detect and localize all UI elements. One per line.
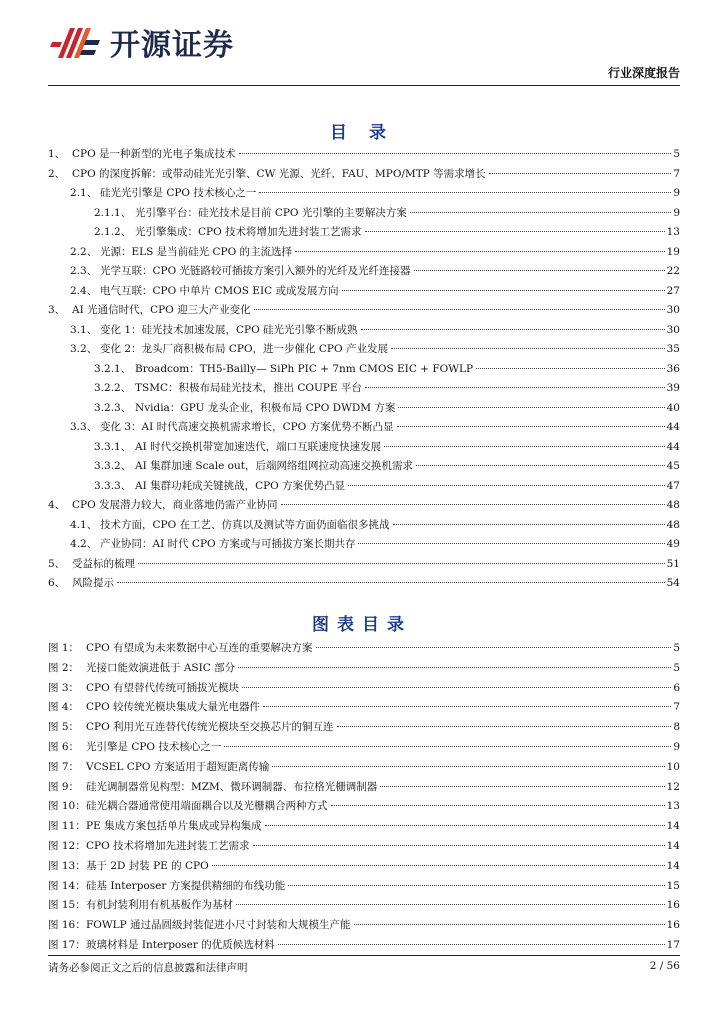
dot-leader [380,786,664,787]
entry-number: 3.3.3、 [94,479,132,492]
entry-number: 图 4： [48,701,80,714]
entry-number: 2.2、 [70,245,98,258]
entry-number: 图 5： [48,721,80,734]
entry-number: 3.2.1、 [94,362,132,375]
entry-number: 图 6： [48,740,80,753]
figure-entry[interactable] [48,759,680,779]
dot-leader [397,426,665,427]
entry-number: 图 17： [48,938,86,951]
entry-title: 光学互联：CPO 光链路较可插拔方案引入额外的光纤及光纤连接器 [100,265,411,277]
entry-number: 4、 [48,499,66,511]
dot-leader [393,524,665,525]
entry-page-number: 40 [666,401,680,414]
page-footer [48,960,680,975]
entry-title: CPO 的深度拆解：或带动硅光光引擎、CW 光源、光纤、FAU、MPO/MTP 等需求增长 [72,167,486,180]
figure-entry[interactable] [48,937,680,957]
entry-number: 图 9： [48,780,80,793]
footer-disclaimer: 请务必参阅正文之后的信息披露和法律声明 [48,962,248,974]
entry-title: 光引擎是 CPO 技术核心之一 [86,740,222,753]
entry-number: 4.1、 [70,518,98,531]
entry-title: 产业协同：AI 时代 CPO 方案或与可插拔方案长期共存 [100,538,356,550]
entry-page-number: 15 [666,879,680,892]
entry-number: 3.2.2、 [94,382,132,394]
entry-title: 有机封装利用有机基板作为基材 [86,899,233,912]
entry-number: 2.1、 [70,187,98,199]
entry-title: 光引擎平台：硅光技术是目前 CPO 光引擎的主要解决方案 [135,206,407,219]
dot-leader [316,647,672,648]
entry-title: FOWLP 通过晶圆级封装促进小尺寸封装和大规模生产能 [86,919,351,932]
toc-entry[interactable] [48,283,680,303]
entry-number: 2、 [48,167,66,180]
toc-entry[interactable] [48,380,680,400]
report-type-label: 行业深度报告 [607,66,680,80]
toc-entry[interactable] [48,185,680,205]
dot-leader [416,465,665,466]
entry-page-number: 14 [666,839,680,852]
entry-number: 2.1.1、 [94,206,132,219]
entry-number: 图 14： [48,879,86,892]
figure-entry[interactable] [48,897,680,917]
page-indicator: 2 / 56 [649,960,680,972]
entry-title: AI 时代交换机带宽加速迭代，端口互联速度快速发展 [135,440,382,453]
toc-entry[interactable] [48,146,680,166]
toc-entry[interactable] [48,400,680,420]
entry-page-number: 48 [666,518,680,531]
dot-leader [288,885,664,886]
entry-number: 图 7： [48,760,80,773]
entry-page-number: 14 [666,820,680,833]
dot-leader [489,173,672,174]
entry-number: 图 3： [48,681,80,694]
toc-entry[interactable] [48,205,680,225]
brand-logo [48,20,234,64]
entry-page-number: 36 [666,362,680,375]
figure-entry[interactable] [48,779,680,799]
dot-leader [117,582,665,583]
figure-entry[interactable] [48,699,680,719]
dot-leader [265,825,665,826]
entry-page-number: 27 [666,284,680,297]
dot-leader [236,904,665,905]
entry-number: 3.3.1、 [94,440,132,453]
toc-title: 目 录 [330,123,394,143]
entry-page-number: 5 [673,661,680,674]
entry-title: VCSEL CPO 方案适用于超短距离传输 [86,760,270,773]
entry-page-number: 54 [666,577,680,589]
entry-page-number: 44 [666,440,680,453]
entry-page-number: 16 [666,899,680,912]
toc-entry[interactable] [48,497,680,517]
entry-title: 变化 1：硅光技术加速发展，CPO 硅光光引擎不断成熟 [100,323,358,336]
dot-leader [281,504,665,505]
entry-page-number: 16 [666,919,680,932]
entry-title: AI 光通信时代，CPO 迎三大产业变化 [72,304,251,316]
toc-entry[interactable] [48,302,680,322]
entry-title: CPO 是一种新型的光电子集成技术 [72,148,236,160]
dot-leader [337,726,672,727]
entry-title: PE 集成方案包括单片集成或异构集成 [86,820,262,833]
entry-page-number: 8 [673,721,680,734]
table-of-contents [48,146,680,595]
dot-leader [331,805,665,806]
entry-title: CPO 发展潜力较大，商业落地仍需产业协同 [72,499,278,511]
dot-leader [278,944,665,945]
page-header [48,18,680,86]
entry-page-number: 9 [673,187,680,199]
entry-page-number: 17 [666,938,680,951]
entry-number: 6、 [48,577,66,589]
entry-page-number: 6 [673,681,680,694]
entry-page-number: 51 [666,557,680,570]
toc-entry[interactable] [48,439,680,459]
toc-entry[interactable] [48,536,680,556]
entry-page-number: 9 [673,740,680,753]
dot-leader [138,563,665,564]
brand-mark-icon [48,20,104,64]
entry-number: 3.3、 [70,421,98,433]
entry-title: CPO 有望成为未来数据中心互连的重要解决方案 [86,642,313,654]
entry-page-number: 44 [666,421,680,433]
figure-entry[interactable] [48,878,680,898]
entry-title: CPO 技术将增加先进封装工艺需求 [86,839,250,852]
entry-number: 1、 [48,148,66,160]
toc-entry[interactable] [48,244,680,264]
dot-leader [354,924,665,925]
entry-page-number: 47 [666,479,680,492]
dot-leader [365,231,665,232]
entry-page-number: 13 [666,226,680,238]
entry-title: 光源：ELS 是当前硅光 CPO 的主流选择 [100,245,293,258]
entry-title: 技术方面，CPO 在工艺、仿真以及测试等方面仍面临很多挑战 [100,518,390,531]
entry-page-number: 35 [666,343,680,355]
figure-entry[interactable] [48,640,680,660]
entry-number: 2.3、 [70,265,98,277]
entry-title: TSMC：积极布局硅光技术，推出 COUPE 平台 [135,382,362,394]
brand-name: 开源证券 [110,28,234,63]
entry-title: AI 集群加速 Scale out，后端网络组网拉动高速交换机需求 [135,460,413,472]
dot-leader [272,766,664,767]
entry-page-number: 10 [666,760,680,773]
entry-title: 硅光调制器常见构型：MZM、微环调制器、布拉格光栅调制器 [86,780,378,793]
dot-leader [414,270,665,271]
entry-title: 变化 2：龙头厂商积极布局 CPO，进一步催化 CPO 产业发展 [100,343,388,355]
entry-title: CPO 利用光互连替代传统光模块至交换芯片的铜互连 [86,721,334,734]
dot-leader [254,309,665,310]
entry-number: 图 10： [48,800,86,813]
entry-page-number: 22 [666,265,680,277]
entry-number: 图 1： [48,642,80,654]
toc-entry[interactable] [48,419,680,439]
entry-number: 5、 [48,557,66,570]
figure-entry[interactable] [48,838,680,858]
dot-leader [238,667,671,668]
entry-number: 3.2.3、 [94,401,132,414]
dot-leader [476,368,665,369]
toc-entry[interactable] [48,322,680,342]
dot-leader [253,845,665,846]
entry-title: 变化 3：AI 时代高速交换机需求增长，CPO 方案优势不断凸显 [100,421,394,433]
entry-title: CPO 较传统光模块集成大量光电器件 [86,701,261,714]
dot-leader [384,446,665,447]
dot-leader [391,348,665,349]
entry-page-number: 48 [666,499,680,511]
entry-page-number: 49 [666,538,680,550]
entry-number: 3.2、 [70,343,98,355]
entry-number: 2.4、 [70,284,98,297]
dot-leader [242,687,671,688]
entry-page-number: 30 [666,304,680,316]
toc-entry[interactable] [48,575,680,595]
entry-number: 图 12： [48,839,86,852]
toc-entry[interactable] [48,478,680,498]
toc-entry[interactable] [48,224,680,244]
entry-title: 硅基 Interposer 方案提供精细的布线功能 [86,879,286,892]
entry-page-number: 7 [673,167,680,180]
entry-title: 光接口能效演进低于 ASIC 部分 [86,661,236,674]
entry-page-number: 13 [666,800,680,813]
figures-title: 图表目录 [312,615,412,635]
dot-leader [348,485,665,486]
figure-entry[interactable] [48,660,680,680]
toc-entry[interactable] [48,361,680,381]
entry-page-number: 30 [666,323,680,336]
entry-number: 3.3.2、 [94,460,132,472]
entry-title: Nvidia：GPU 龙头企业，积极布局 CPO DWDM 方案 [135,401,396,414]
figure-entry[interactable] [48,818,680,838]
dot-leader [295,251,665,252]
entry-number: 4.2、 [70,538,98,550]
entry-title: 风险提示 [72,577,114,589]
entry-number: 图 2： [48,661,80,674]
dot-leader [259,192,671,193]
entry-number: 图 11： [48,820,86,833]
entry-number: 图 13： [48,859,86,872]
entry-number: 图 15： [48,899,86,912]
figure-entry[interactable] [48,798,680,818]
figure-list [48,640,680,957]
entry-number: 3、 [48,304,66,316]
dot-leader [224,746,671,747]
entry-title: AI 集群功耗成关键挑战，CPO 方案优势凸显 [135,479,346,492]
entry-title: 玻璃材料是 Interposer 的优质候选材料 [86,938,275,951]
entry-title: 受益标的梳理 [72,557,135,570]
toc-entry[interactable] [48,517,680,537]
entry-number: 2.1.2、 [94,226,132,238]
toc-entry[interactable] [48,166,680,186]
entry-page-number: 9 [673,206,680,219]
entry-title: Broadcom：TH5-Bailly— SiPh PIC + 7nm CMOS EIC + FOWLP [135,362,474,375]
figure-entry[interactable] [48,858,680,878]
entry-title: 硅光光引擎是 CPO 技术核心之一 [100,187,257,199]
toc-entry[interactable] [48,458,680,478]
entry-title: 硅光耦合器通常使用端面耦合以及光栅耦合两种方式 [86,800,328,813]
entry-page-number: 7 [673,701,680,714]
dot-leader [410,212,671,213]
figure-entry[interactable] [48,739,680,759]
entry-title: 光引擎集成：CPO 技术将增加先进封装工艺需求 [135,226,362,238]
figure-entry[interactable] [48,917,680,937]
entry-title: CPO 有望替代传统可插拔光模块 [86,681,240,694]
header-divider [48,85,680,86]
figure-entry[interactable] [48,680,680,700]
dot-leader [358,543,664,544]
entry-page-number: 5 [673,148,680,160]
dot-leader [365,387,665,388]
entry-title: 电气互联：CPO 中单片 CMOS EIC 或成发展方向 [100,284,339,297]
entry-page-number: 19 [666,245,680,258]
dot-leader [263,706,671,707]
entry-title: 基于 2D 封装 PE 的 CPO [86,859,209,872]
dot-leader [212,865,665,866]
entry-page-number: 14 [666,859,680,872]
entry-number: 图 16： [48,919,86,932]
footer-divider [48,955,680,956]
toc-entry[interactable] [48,263,680,283]
entry-page-number: 45 [666,460,680,472]
figure-entry[interactable] [48,719,680,739]
dot-leader [342,290,665,291]
dot-leader [239,153,672,154]
entry-page-number: 39 [666,382,680,394]
dot-leader [398,407,664,408]
entry-number: 3.1、 [70,323,98,336]
entry-page-number: 12 [666,780,680,793]
dot-leader [361,329,665,330]
toc-entry[interactable] [48,341,680,361]
entry-page-number: 5 [673,642,680,654]
toc-entry[interactable] [48,556,680,576]
